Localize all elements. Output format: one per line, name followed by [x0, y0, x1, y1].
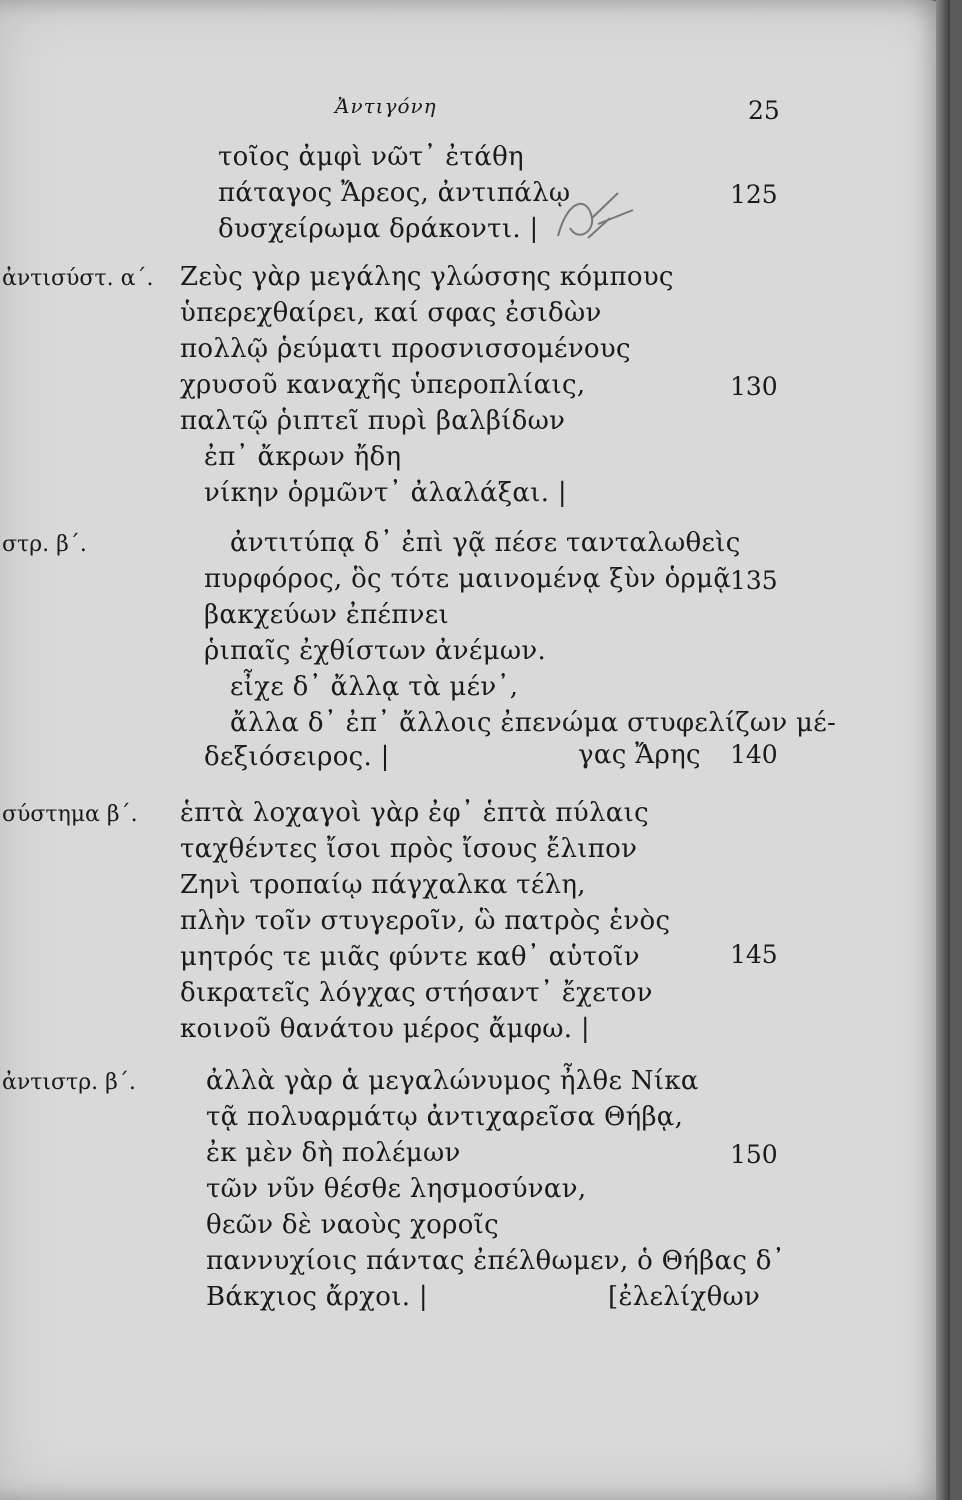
verse-line: παννυχίοις πάντας ἐπέλθωμεν, ὁ Θήβας δ᾽	[206, 1246, 786, 1276]
verse-line: ἀλλὰ γὰρ ἁ μεγαλώνυμος ἦλθε Νίκα	[206, 1066, 699, 1096]
verse-line: [ἐλελίχθων	[608, 1282, 761, 1312]
verse-line: νίκην ὁρμῶντ᾽ ἀλαλάξαι. |	[204, 478, 567, 508]
verse-line: Ζεὺς γὰρ μεγάλης γλώσσης κόμπους	[180, 262, 674, 292]
verse-line: πάταγος Ἄρεος, ἀντιπάλῳ	[218, 178, 571, 208]
verse-line: δικρατεῖς λόγχας στήσαντ᾽ ἔχετον	[180, 978, 653, 1008]
verse-line: Ζηνὶ τροπαίῳ πάγχαλκα τέλη,	[180, 870, 586, 900]
verse-line: ἄλλα δ᾽ ἐπ᾽ ἄλλοις ἐπενώμα στυφελίζων μέ-	[230, 708, 837, 738]
line-number: 140	[730, 740, 778, 769]
line-number: 130	[730, 372, 778, 401]
verse-line: ἐπ᾽ ἄκρων ἤδη	[204, 442, 402, 472]
line-number: 145	[730, 940, 778, 969]
verse-line: ἐκ μὲν δὴ πολέμων	[206, 1138, 461, 1168]
verse-line: πυρφόρος, ὃς τότε μαινομένᾳ ξὺν ὁρμᾷ	[204, 564, 732, 594]
verse-line: δεξιόσειρος. |	[204, 742, 390, 772]
verse-line: εἶχε δ᾽ ἄλλᾳ τὰ μέν᾽,	[230, 672, 519, 702]
verse-line: ῥιπαῖς ἐχθίστων ἀνέμων.	[204, 636, 547, 666]
page-edge	[936, 0, 950, 1500]
verse-line: κοινοῦ θανάτου μέρος ἄμφω. |	[180, 1014, 590, 1044]
running-title: Ἀντιγόνη	[335, 94, 437, 118]
verse-line: ἑπτὰ λοχαγοὶ γὰρ ἐφ᾽ ἑπτὰ πύλαις	[180, 798, 649, 828]
verse-line: ταχθέντες ἴσοι πρὸς ἴσους ἔλιπον	[180, 834, 638, 864]
verse-line: πολλῷ ῥεύματι προσνισσομένους	[180, 334, 631, 364]
margin-label: στρ. β΄.	[2, 532, 87, 557]
verse-line: πλὴν τοῖν στυγεροῖν, ὣ πατρὸς ἑνὸς	[180, 906, 671, 936]
line-number: 150	[730, 1140, 778, 1169]
margin-label: σύστημα β΄.	[2, 802, 138, 827]
verse-line: τοῖος ἀμφὶ νῶτ᾽ ἐτάθη	[218, 142, 524, 172]
verse-line: τᾷ πολυαρμάτῳ ἀντιχαρεῖσα Θήβᾳ,	[206, 1102, 684, 1132]
verse-line: δυσχείρωμα δράκοντι. |	[218, 214, 539, 244]
page-number: 25	[748, 96, 780, 125]
verse-line: θεῶν δὲ ναοὺς χοροῖς	[206, 1210, 500, 1240]
verse-line: ὑπερεχθαίρει, καί σφας ἐσιδὼν	[180, 298, 602, 328]
verse-line: παλτῷ ῥιπτεῖ πυρὶ βαλβίδων	[180, 406, 566, 436]
verse-line: ἀντιτύπᾳ δ᾽ ἐπὶ γᾷ πέσε τανταλωθεὶς	[230, 528, 741, 558]
verse-line: βακχεύων ἐπέπνει	[204, 600, 450, 630]
verse-line: Βάκχιος ἄρχοι. |	[206, 1282, 428, 1312]
verse-line: τῶν νῦν θέσθε λησμοσύναν,	[206, 1174, 587, 1204]
verse-line: γας Ἄρης	[578, 740, 701, 770]
line-number: 125	[730, 180, 778, 209]
margin-label: ἀντιστρ. β΄.	[2, 1070, 136, 1095]
verse-line: μητρός τε μιᾶς φύντε καθ᾽ αὑτοῖν	[180, 942, 640, 972]
margin-label: ἀντισύστ. α΄.	[2, 266, 154, 291]
verse-line: χρυσοῦ καναχῆς ὑπεροπλίαις,	[180, 370, 586, 400]
line-number: 135	[730, 566, 778, 595]
